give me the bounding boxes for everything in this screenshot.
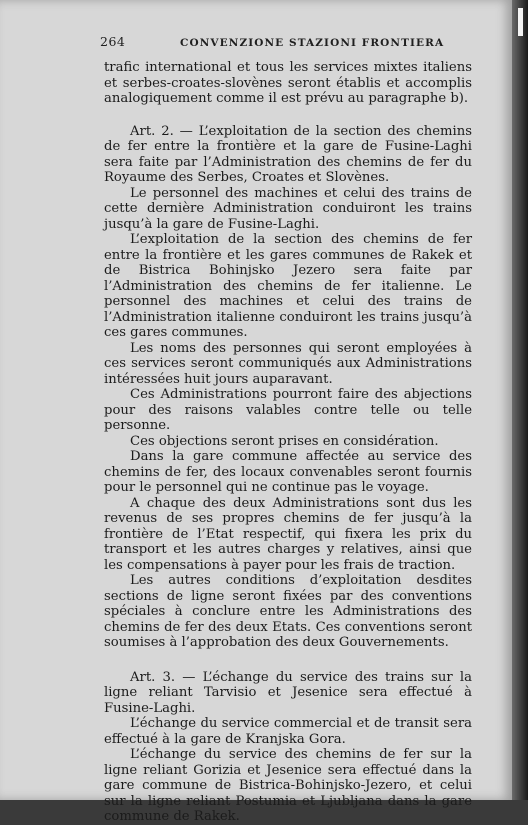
paragraph: Les autres conditions d’exploitation desdites sections de ligne seront fixées par des conventions spéciales à conclure entre les Administrations des chemins de fer des deux Etats. Ces conventions seront soumises à l’approbation des deux Gouvernements. [104,573,472,650]
paragraph: Ces objections seront prises en considération. [130,433,439,449]
body-text [104,60,472,825]
paragraph: A chaque des deux Administrations sont dus les revenus de ses propres chemins de fer jusqu’à la frontière de l’Etat respectif, qui fixera les prix du transport et les autres charges y relatives, ainsi que les compensations à payer pour les frais de traction. [104,495,472,573]
page-number: 264 [100,34,126,49]
paragraph: Dans la gare commune affectée au service des chemins de fer, des locaux convenables seront fournis pour le personnel qui ne continue pas le voyage. [104,449,472,495]
paragraph: Art. 3. — L’échange du service des trains sur la ligne reliant Tarvisio et Jesenice sera effectué à Fusine-Laghi. [104,669,472,716]
paragraph: Ces Administrations pourront faire des abjections pour des raisons valables contre telle ou telle personne. [104,387,472,433]
paragraph: Art. 2. — L’exploitation de la section des chemins de fer entre la frontière et la gare de Fusine-Laghi sera faite par l’Administration des chemins de fer du Royaume des Serbes, Croates et Slovènes. [104,123,472,185]
running-title: CONVENZIONE STAZIONI FRONTIERA [180,37,445,49]
paragraph: Le personnel des machines et celui des trains de cette dernière Administration conduiront les trains jusqu’à la gare de Fusine-Laghi. [104,185,472,232]
paragraph: L’échange du service des chemins de fer sur la ligne reliant Gorizia et Jesenice sera effectué dans la gare commune de Bistrica-Bohinjsko-Jezero, et celui sur la ligne reliant Postumia et Ljubljana dans la gare commune de Rakek. [104,747,472,824]
paragraph: trafic international et tous les services mixtes italiens et serbes-croates-slovènes seront établis et accomplis analogiquement comme il est prévu au paragraphe b). [104,60,472,106]
paragraph: Les noms des personnes qui seront employées à ces services seront communiqués aux Administrations intéressées huit jours auparavant. [104,340,472,387]
book-edge [512,0,528,800]
edge-marker [518,8,523,36]
paragraph: L’échange du service commercial et de transit sera effectué à la gare de Kranjska Gora. [104,716,472,747]
paragraph: L’exploitation de la section des chemins de fer entre la frontière et les gares communes de Rakek et de Bistrica Bohinjsko Jezero sera faite par l’Administration des chemins de fer italienne. Le personnel des machines et celui des trains de l’Administration italienne conduiront les trains jusqu’à ces gares communes. [104,232,472,340]
page-header [100,34,472,49]
